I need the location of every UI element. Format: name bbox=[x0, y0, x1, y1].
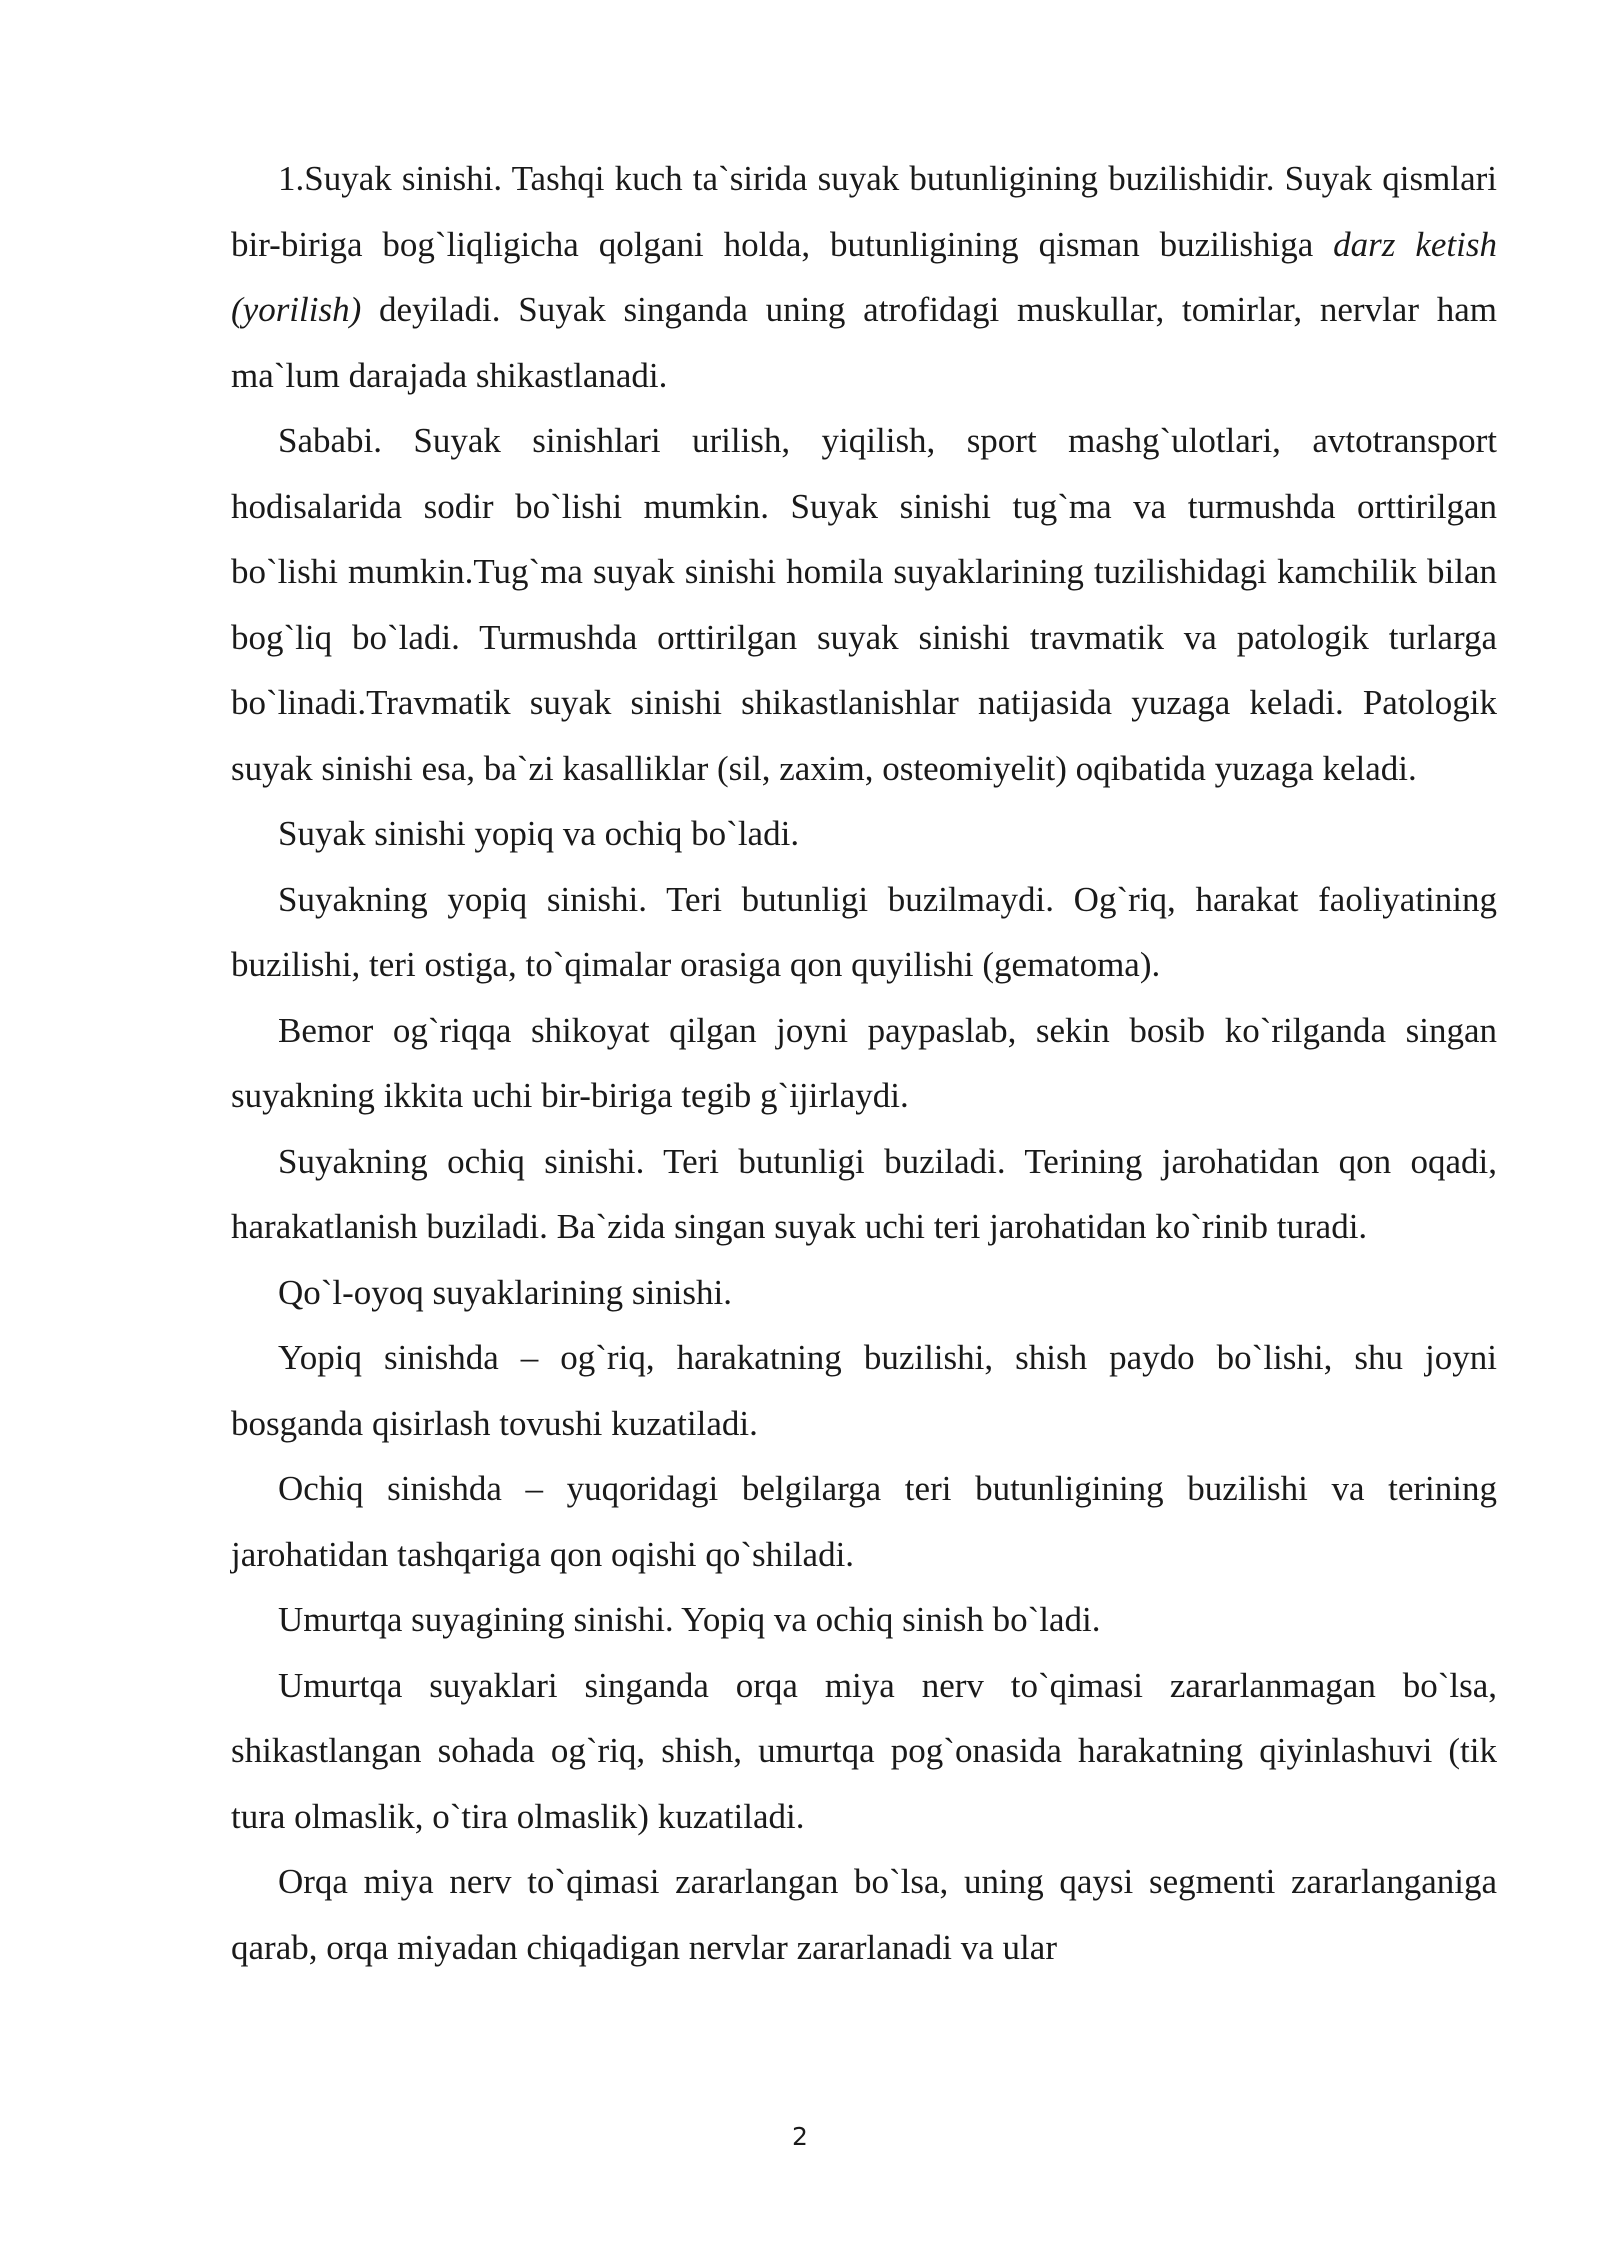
paragraph-causes: Sababi. Suyak sinishlari urilish, yiqilish, sport mashg`ulotlari, avtotransport hodisalarida sodir bo`lishi mumkin. Suyak sinishi tug`ma va turmushda orttirilgan bo`lishi mumkin.Tug`ma suyak sinishi homila suyaklarining tuzilishidagi kamchilik bilan bog`liq bo`ladi. Turmushda orttirilgan suyak sinishi travmatik va patologik turlarga bo`linadi.Travmatik suyak sinishi shikastlanishlar natijasida yuzaga keladi. Patologik suyak sinishi esa, ba`zi kasalliklar (sil, zaxim, osteomiyelit) oqibatida yuzaga keladi. bbox=[231, 421, 1497, 788]
paragraph-spine-nerve-damage: Orqa miya nerv to`qimasi zararlangan bo`lsa, uning qaysi segmenti zararlanganiga qarab, orqa miyadan chiqadigan nervlar zararlanadi va ular bbox=[231, 1862, 1497, 1967]
italic-term: darz ketish (yorilish) bbox=[231, 224, 1497, 329]
paragraph-closed-fracture: Suyakning yopiq sinishi. Teri butunligi buzilmaydi. Og`riq, harakat faoliyatining buzilishi, teri ostiga, to`qimalar orasiga qon quyilishi (gematoma). bbox=[231, 879, 1497, 984]
paragraph-open-signs: Ochiq sinishda – yuqoridagi belgilarga teri butunligining buzilishi va terining jarohatidan tashqariga qon oqishi qo`shiladi. bbox=[231, 1469, 1497, 1574]
paragraph-closed-signs: Yopiq sinishda – og`riq, harakatning buzilishi, shish paydo bo`lishi, shu joyni bosganda qisirlash tovushi kuzatiladi. bbox=[231, 1338, 1497, 1443]
paragraph-spine-no-nerve-damage: Umurtqa suyaklari singanda orqa miya nerv to`qimasi zararlanmagan bo`lsa, shikastlangan sohada og`riq, shish, umurtqa pog`onasida harakatning qiyinlashuvi (tik tura olmaslik, o`tira olmaslik) kuzatiladi. bbox=[231, 1665, 1497, 1836]
paragraph-bone-fracture-definition bbox=[231, 146, 1497, 408]
paragraph-spine-fracture-heading: Umurtqa suyagining sinishi. Yopiq va ochiq sinish bo`ladi. bbox=[278, 1600, 1101, 1639]
paragraph-fracture-types: Suyak sinishi yopiq va ochiq bo`ladi. bbox=[278, 814, 800, 853]
page-number: 2 bbox=[792, 2122, 808, 2151]
paragraph-open-fracture: Suyakning ochiq sinishi. Teri butunligi buziladi. Terining jarohatidan qon oqadi, harakatlanish buziladi. Ba`zida singan suyak uchi teri jarohatidan ko`rinib turadi. bbox=[231, 1141, 1497, 1246]
paragraph-text: 1.Suyak sinishi. Tashqi kuch ta`sirida suyak butunligining buzilishidir. Suyak qismlari bir-biriga bog`liqligicha qolgani holda, butunligining qisman buzilishiga bbox=[231, 159, 1497, 264]
paragraph-text: deyiladi. Suyak singanda uning atrofidagi muskullar, tomirlar, nervlar ham ma`lum darajada shikastlanadi. bbox=[231, 290, 1497, 395]
paragraph-examination: Bemor og`riqqa shikoyat qilgan joyni paypaslab, sekin bosib ko`rilganda singan suyakning ikkita uchi bir-biriga tegib g`ijirlaydi. bbox=[231, 1010, 1497, 1115]
document-body bbox=[231, 146, 1497, 1980]
paragraph-limb-fracture-heading: Qo`l-oyoq suyaklarining sinishi. bbox=[278, 1272, 732, 1312]
